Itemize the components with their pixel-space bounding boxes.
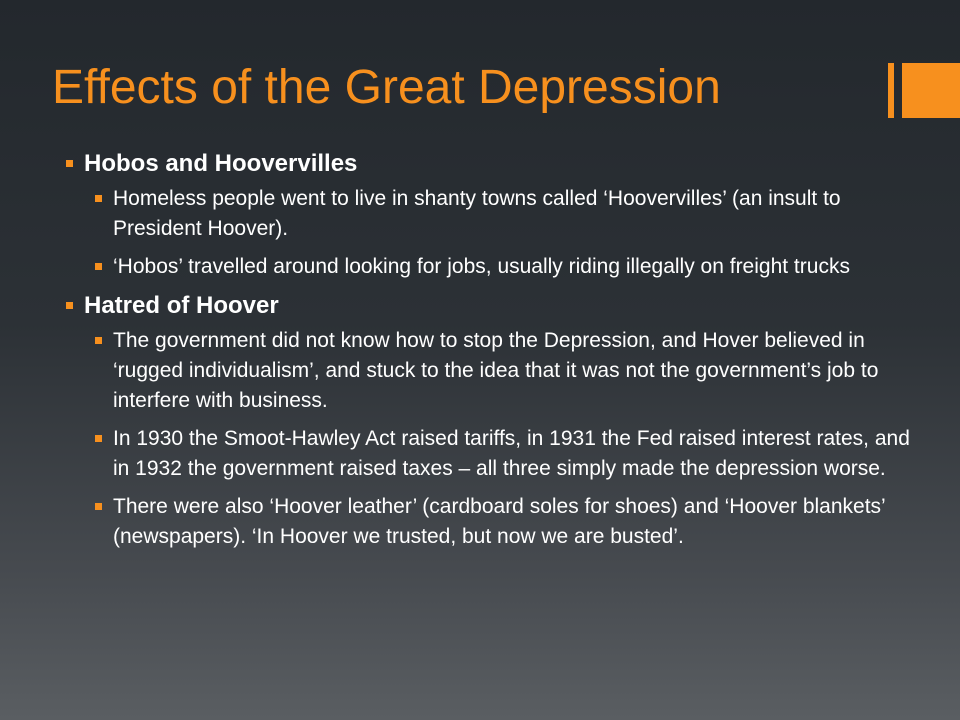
accent-bar-thin	[888, 63, 894, 118]
bullet-text: Homeless people went to live in shanty towns called ‘Hoovervilles’ (an insult to President Hoover).	[113, 187, 841, 240]
bullet-point	[95, 492, 916, 552]
square-bullet-icon	[95, 195, 102, 202]
bullet-text: There were also ‘Hoover leather’ (cardboard soles for shoes) and ‘Hoover blankets’ (newspapers). ‘In Hoover we trusted, but now we are busted’.	[113, 495, 885, 548]
bullet-point	[95, 252, 916, 282]
square-bullet-icon	[66, 160, 73, 167]
slide-body	[66, 148, 916, 560]
square-bullet-icon	[95, 435, 102, 442]
bullet-point	[95, 184, 916, 244]
bullet-point	[95, 424, 916, 484]
accent-bar-thick	[902, 63, 960, 118]
section-heading-text: Hobos and Hoovervilles	[84, 150, 358, 177]
bullet-text: ‘Hobos’ travelled around looking for jobs, usually riding illegally on freight trucks	[113, 255, 850, 278]
square-bullet-icon	[95, 263, 102, 270]
square-bullet-icon	[66, 302, 73, 309]
slide-title: Effects of the Great Depression	[52, 61, 721, 114]
square-bullet-icon	[95, 337, 102, 344]
section-heading-text: Hatred of Hoover	[84, 292, 279, 319]
bullet-point	[95, 326, 916, 416]
bullet-text: In 1930 the Smoot-Hawley Act raised tariffs, in 1931 the Fed raised interest rates, and in 1932 the government raised taxes – all three simply made the depression worse.	[113, 427, 910, 480]
section-heading-hatred	[66, 290, 916, 322]
square-bullet-icon	[95, 503, 102, 510]
section-heading-hobos	[66, 148, 916, 180]
bullet-text: The government did not know how to stop the Depression, and Hover believed in ‘rugged individualism’, and stuck to the idea that it was not the government’s job to interfere with business.	[113, 329, 879, 412]
